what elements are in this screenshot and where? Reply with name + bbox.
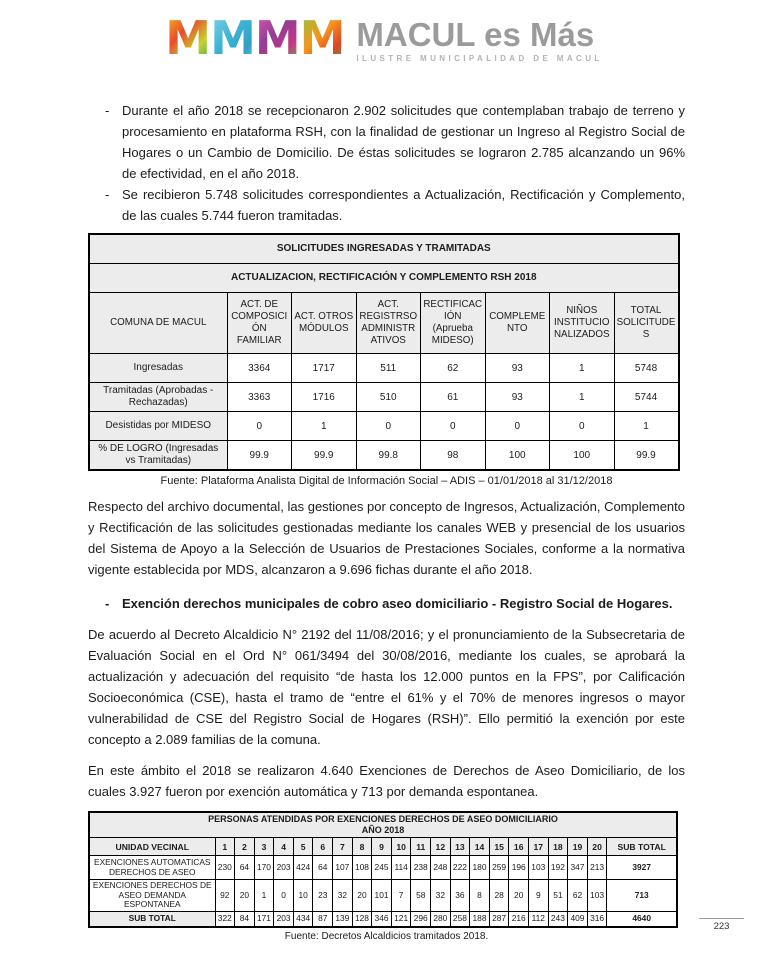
- table-row: [89, 412, 679, 441]
- data-cell: 248: [431, 856, 451, 880]
- subtotal-cell: 713: [607, 880, 677, 912]
- data-cell: 316: [587, 911, 607, 927]
- subtotal-cell: 3927: [607, 856, 677, 880]
- data-cell: 20: [235, 880, 255, 912]
- data-cell: 203: [274, 911, 294, 927]
- unit-column-header: 5: [293, 838, 313, 856]
- table-row: [89, 441, 679, 471]
- data-cell: 51: [548, 880, 568, 912]
- data-cell: 170: [254, 856, 274, 880]
- data-cell: 222: [450, 856, 470, 880]
- data-cell: 3364: [227, 354, 292, 383]
- unit-column-header: 8: [352, 838, 372, 856]
- unit-column-header: 18: [548, 838, 568, 856]
- page-header: [0, 0, 768, 78]
- unit-column-header: 16: [509, 838, 529, 856]
- data-cell: 409: [568, 911, 588, 927]
- data-cell: 0: [274, 880, 294, 912]
- data-cell: 108: [352, 856, 372, 880]
- column-header: ACT. DE COMPOSICIÓN FAMILIAR: [227, 293, 292, 354]
- data-cell: 99.9: [292, 441, 357, 471]
- data-cell: 1: [550, 383, 615, 412]
- unit-column-header: 17: [529, 838, 549, 856]
- data-cell: 9: [529, 880, 549, 912]
- paragraph-decreto: De acuerdo al Decreto Alcaldicio N° 2192 del 11/08/2016; y el pronunciamiento de la Subsecretaria de Evaluación Social en el Ord N° 061/3494 del 30/08/2016, mediante los cuales, se aprobará la actualización y adecuación del requisito “de hasta los 12.000 puntos en la FPS”, por Calificación Socioeconómica (CSE), hasta el tramo de “entre el 61% y el 70% de menores ingresos o mayor vulnerabilidad de CSE del Registro Social de Hogares (RSH)”. Ello permitió la exención por este concepto a 2.089 familias de la comuna.: [88, 627, 685, 747]
- table-title-row: [89, 812, 677, 838]
- unit-column-header: 2: [235, 838, 255, 856]
- data-cell: 139: [333, 911, 353, 927]
- solicitudes-table: [88, 233, 680, 471]
- data-cell: 511: [356, 354, 421, 383]
- row-label: EXENCIONES DERECHOS DE ASEO DEMANDA ESPONTANEA: [89, 880, 215, 912]
- data-cell: 213: [587, 856, 607, 880]
- unit-column-header: 6: [313, 838, 333, 856]
- data-cell: 230: [215, 856, 235, 880]
- row-label: % DE LOGRO (Ingresadas vs Tramitadas): [89, 441, 227, 471]
- row-label: Tramitadas (Aprobadas - Rechazadas): [89, 383, 227, 412]
- unit-column-header: 4: [274, 838, 294, 856]
- data-cell: 1: [292, 412, 357, 441]
- unit-column-header: 15: [489, 838, 509, 856]
- data-cell: 424: [293, 856, 313, 880]
- unit-column-header: 13: [450, 838, 470, 856]
- data-cell: 62: [421, 354, 486, 383]
- data-cell: 287: [489, 911, 509, 927]
- bullet-dash: -: [105, 596, 110, 611]
- data-cell: 196: [509, 856, 529, 880]
- data-cell: 93: [485, 383, 550, 412]
- page-number: 223: [699, 918, 744, 932]
- table-source-caption: Fuente: Plataforma Analista Digital de Información Social – ADIS – 01/01/2018 al 31/12/2018: [160, 475, 613, 487]
- data-cell: 5744: [614, 383, 679, 412]
- list-item: [88, 100, 685, 184]
- data-cell: 259: [489, 856, 509, 880]
- data-cell: 7: [391, 880, 411, 912]
- data-cell: 28: [489, 880, 509, 912]
- data-cell: 322: [215, 911, 235, 927]
- paragraph-ambito: En este ámbito el 2018 se realizaron 4.640 Exenciones de Derechos de Aseo Domiciliario, de los cuales 3.927 fueron por exención automática y 713 por demanda espontanea.: [88, 763, 685, 799]
- unit-column-header: 20: [587, 838, 607, 856]
- data-cell: 1: [614, 412, 679, 441]
- data-cell: 5748: [614, 354, 679, 383]
- row-label: EXENCIONES AUTOMATICAS DERECHOS DE ASEO: [89, 856, 215, 880]
- logo-letter-m1: M: [165, 11, 211, 65]
- data-cell: 434: [293, 911, 313, 927]
- data-cell: 61: [421, 383, 486, 412]
- data-cell: 1: [550, 354, 615, 383]
- paragraph-archivo: Respecto del archivo documental, las gestiones por concepto de Ingresos, Actualización, Complemento y Rectificación de las solicitudes gestionadas mediante los canales WEB y presencial de los usuarios del Sistema de Apoyo a la Selección de Usuarios de Prestaciones Sociales, conforme a la normativa vigente establecida por MDS, alcanzaron a 9.696 fichas durante el año 2018.: [88, 499, 685, 577]
- data-cell: 100: [485, 441, 550, 471]
- data-cell: 1: [254, 880, 274, 912]
- data-cell: 100: [550, 441, 615, 471]
- table-subtitle: ACTUALIZACION, RECTIFICACIÓN Y COMPLEMENTO RSH 2018: [89, 264, 679, 293]
- data-cell: 3363: [227, 383, 292, 412]
- data-cell: 128: [352, 911, 372, 927]
- data-cell: 510: [356, 383, 421, 412]
- table-title-line1: PERSONAS ATENDIDAS POR EXENCIONES DERECHOS DE ASEO DOMICILIARIO: [208, 814, 558, 824]
- column-header: ACT. OTROS MÓDULOS: [292, 293, 357, 354]
- data-cell: 98: [421, 441, 486, 471]
- table-row: [89, 354, 679, 383]
- data-cell: 238: [411, 856, 431, 880]
- brand-title: MACUL es Más: [356, 16, 595, 53]
- unit-column-header: 19: [568, 838, 588, 856]
- document-body: [88, 100, 685, 942]
- brand-subtitle: ILUSTRE MUNICIPALIDAD DE MACUL: [356, 54, 603, 63]
- table-row: [89, 856, 677, 880]
- intro-bullet-list: [88, 100, 685, 226]
- data-cell: 0: [550, 412, 615, 441]
- data-cell: 93: [485, 354, 550, 383]
- table-title: [89, 812, 677, 838]
- data-cell: 99.9: [614, 441, 679, 471]
- data-cell: 347: [568, 856, 588, 880]
- data-cell: 92: [215, 880, 235, 912]
- data-cell: 36: [450, 880, 470, 912]
- bullet-dash: -: [105, 187, 110, 202]
- subtotal-column-header: SUB TOTAL: [607, 838, 677, 856]
- column-header: NIÑOS INSTITUCIONALIZADOS: [550, 293, 615, 354]
- table-title-row: [89, 234, 679, 264]
- data-cell: 62: [568, 880, 588, 912]
- data-cell: 10: [293, 880, 313, 912]
- table-row: [89, 911, 677, 927]
- data-cell: 1716: [292, 383, 357, 412]
- list-item: [88, 184, 685, 226]
- corner-header: UNIDAD VECINAL: [89, 838, 215, 856]
- data-cell: 280: [431, 911, 451, 927]
- data-cell: 64: [313, 856, 333, 880]
- data-cell: 258: [450, 911, 470, 927]
- data-cell: 32: [431, 880, 451, 912]
- data-cell: 107: [333, 856, 353, 880]
- data-cell: 1717: [292, 354, 357, 383]
- logo-letter-m4: M: [299, 11, 345, 65]
- logo-letter-m3: M: [254, 11, 300, 65]
- table-title: SOLICITUDES INGRESADAS Y TRAMITADAS: [89, 234, 679, 264]
- data-cell: 58: [411, 880, 431, 912]
- data-cell: 101: [372, 880, 392, 912]
- data-cell: 180: [470, 856, 490, 880]
- data-cell: 243: [548, 911, 568, 927]
- data-cell: 114: [391, 856, 411, 880]
- column-header: RECTIFICACIÓN (Aprueba MIDESO): [421, 293, 486, 354]
- data-cell: 0: [421, 412, 486, 441]
- bullet-text: Durante el año 2018 se recepcionaron 2.902 solicitudes que contemplaban trabajo de terreno y procesamiento en plataforma RSH, con la finalidad de gestionar un Ingreso al Registro Social de Hogares o un Cambio de Domicilio. De éstas solicitudes se lograron 2.785 alcanzando un 96% de efectividad, en el año 2018.: [122, 103, 685, 181]
- row-label: Ingresadas: [89, 354, 227, 383]
- data-cell: 0: [356, 412, 421, 441]
- corner-header: COMUNA DE MACUL: [89, 293, 227, 354]
- unit-column-header: 7: [333, 838, 353, 856]
- data-cell: 20: [352, 880, 372, 912]
- data-cell: 296: [411, 911, 431, 927]
- data-cell: 0: [485, 412, 550, 441]
- section-heading-text: Exención derechos municipales de cobro aseo domiciliario - Registro Social de Hogares.: [122, 596, 673, 611]
- data-cell: 23: [313, 880, 333, 912]
- table-row: [89, 880, 677, 912]
- row-label: Desistidas por MIDESO: [89, 412, 227, 441]
- column-header: TOTAL SOLICITUDES: [614, 293, 679, 354]
- bullet-dash: -: [105, 103, 110, 118]
- data-cell: 112: [529, 911, 549, 927]
- unit-column-header: 1: [215, 838, 235, 856]
- data-cell: 121: [391, 911, 411, 927]
- exenciones-table: [88, 811, 678, 928]
- unit-column-header: 9: [372, 838, 392, 856]
- data-cell: 8: [470, 880, 490, 912]
- unit-column-header: 14: [470, 838, 490, 856]
- logo-letter-m2: M: [210, 11, 255, 65]
- brand-text: [356, 14, 602, 63]
- unit-column-header: 11: [411, 838, 431, 856]
- data-cell: 64: [235, 856, 255, 880]
- data-cell: 0: [227, 412, 292, 441]
- table-title-line2: AÑO 2018: [361, 825, 405, 835]
- data-cell: 192: [548, 856, 568, 880]
- data-cell: 216: [509, 911, 529, 927]
- unit-column-header: 10: [391, 838, 411, 856]
- row-label: SUB TOTAL: [89, 911, 215, 927]
- data-cell: 188: [470, 911, 490, 927]
- data-cell: 84: [235, 911, 255, 927]
- data-cell: 99.8: [356, 441, 421, 471]
- unit-column-header: 3: [254, 838, 274, 856]
- data-cell: 203: [274, 856, 294, 880]
- section-heading: [88, 593, 685, 614]
- column-header: ACT. REGISTRSO ADMINISTRATIVOS: [356, 293, 421, 354]
- data-cell: 32: [333, 880, 353, 912]
- data-cell: 87: [313, 911, 333, 927]
- subtotal-cell: 4640: [607, 911, 677, 927]
- table-row: [89, 383, 679, 412]
- table-header-row: [89, 293, 679, 354]
- data-cell: 245: [372, 856, 392, 880]
- column-header: COMPLEMENTO: [485, 293, 550, 354]
- table-subtitle-row: [89, 264, 679, 293]
- unit-column-header: 12: [431, 838, 451, 856]
- table-source-caption: Fuente: Decretos Alcaldicios tramitados 2018.: [284, 930, 489, 942]
- data-cell: 99.9: [227, 441, 292, 471]
- data-cell: 103: [587, 880, 607, 912]
- data-cell: 171: [254, 911, 274, 927]
- table-header-row: [89, 838, 677, 856]
- bullet-text: Se recibieron 5.748 solicitudes correspondientes a Actualización, Rectificación y Complemento, de las cuales 5.744 fueron tramitadas.: [122, 187, 685, 223]
- macul-logo-icon: [165, 11, 345, 65]
- data-cell: 20: [509, 880, 529, 912]
- data-cell: 103: [529, 856, 549, 880]
- data-cell: 346: [372, 911, 392, 927]
